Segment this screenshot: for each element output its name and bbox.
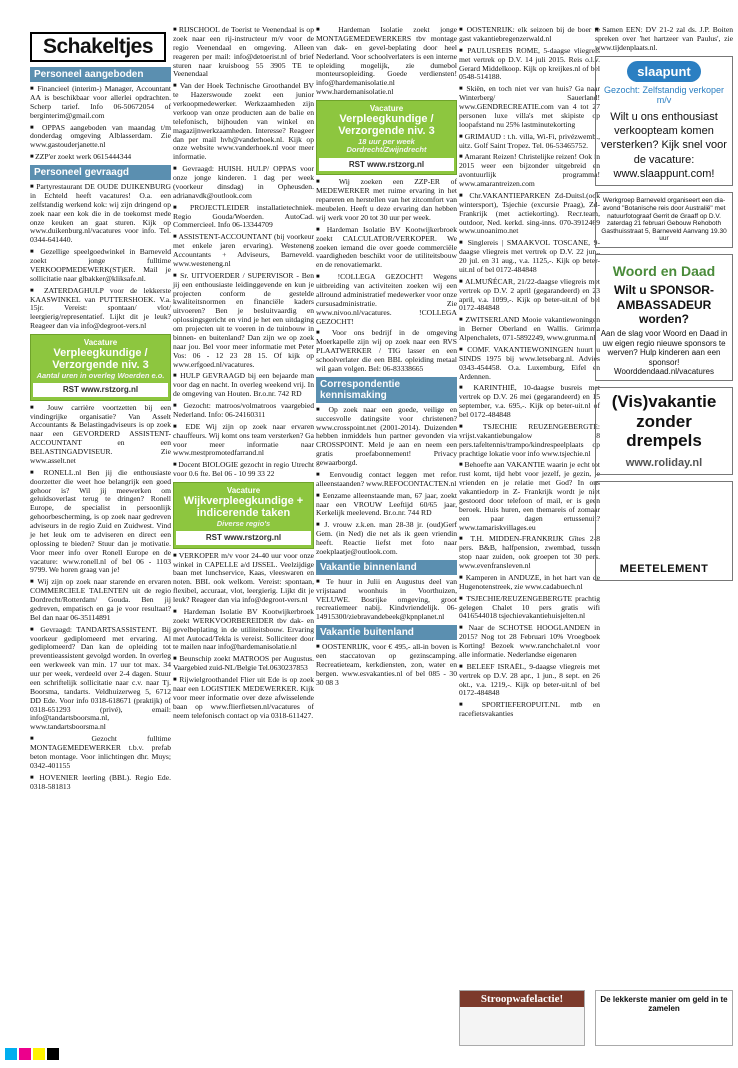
- rst-logo: RST www.rstzorg.nl: [319, 158, 454, 171]
- promo-heading: Verpleegkundige / Verzorgende niv. 3: [338, 113, 435, 138]
- classified-ad: ■ Naar de SCHOTSE HOOGLANDEN in 2015? Nog tot 28 Februari 10% Vroegboek Korting! Bezoek www.ranchchalet.nl voor alle informatie. Nederlandse eigenaren: [459, 624, 600, 660]
- color-registration-strip: [5, 1048, 59, 1060]
- classified-ad: ■ TSJECHIE/REUZENGEBERGTE prachtig gelegen Chalet 10 pers gratis wifi 0416544018 tsjechievakantiehuisjelten.nl: [459, 595, 600, 622]
- classified-ad: ■ COMF. VAKANTIEWONINGEN huurt u SINDS 1975 bij www.letsebarg.nl. Advies 0343-454458. O.a. Luxemburg, Eifel en Ardennen.: [459, 346, 600, 382]
- promo-verpleegkundige-woerden[interactable]: [30, 334, 171, 401]
- promo-verpleegkundige-dordrecht[interactable]: [316, 100, 457, 175]
- classified-ad: ■ TSJECHIE REUZENGEBERGTE: vrijst.vakantiebungalow 8 pers.tafeltennis/trampo/kindrespeelplaats op prachtige lokatie voor info www.tsjechie.nl: [459, 423, 600, 459]
- classified-ad: ■ ASSISTENT-ACCOUNTANT (bij voorkeur met enkele jaren ervaring). Westeneng Accountants + Adviseurs, Barneveld. www.westeneng.nl: [173, 233, 314, 269]
- classified-ad: ■ Partyrestaurant DE OUDE DUIKENBURG in Echteld heeft vacatures! O.a. een zelfstandig werkend kok: wij zijn dringend op zoek naar een kok die in de toekomst mede onze keuken an gaat sturen. Kijk op www.duikenburg.nl/vacatures voor info. Tel. 0344-641440.: [30, 183, 171, 245]
- classified-ad: ■ Hardeman Isolatie zoekt jonge MONTAGEMEDEWERKERS tbv montage van dak- en gevel-beplating door heel Nederland. Voor schoolverlaters is een interne opleiding mogelijk, zie dumebol monteursopleiding. Goede verdiensten! info@hardemanisolatie.nl www.hardemanisolatie.nl: [316, 26, 457, 97]
- classified-ad: ■ VERKOPER m/v voor 24-40 uur voor onze winkel in CAPELLE a/d IJSSEL. Veelzijdige baan met lunchservice, Kaas, vleeswaren en noten. BBL ook welkom. Vereist: spontaan, flexibel, accuraat, vlot, leergierig. Lijkt dit je leuk? Reageer dan via info@degroot-vers.nl: [173, 552, 314, 605]
- section-heading-correspondentie: Correspondentie kennismaking: [316, 377, 457, 403]
- sponsor-heading: Wilt u SPONSOR-AMBASSADEUR worden?: [614, 283, 714, 327]
- classified-ad: ■ Behoefte aan VAKANTIE waarin je echt tot rust komt, tijd hebt voor jezelf, je gezin, je vrienden en je relatie met God? In ons vakantiedorp in Z- Frankrijk wordt je niet gestoord door telefoon of mail, er is geen beroek. Huis huren, een themareis of zomaar een paar dagen ertussenuit? www.tamariskvillages.eu: [459, 461, 600, 532]
- classified-ad: ■ J. vrouw z.k.en. man 28-38 jr. (oud)Gerf Gem. (in Ned) die net als ik geen vriendin heeft. Reactie liefst met foto naar zoekplaatje@outlook.com.: [316, 521, 457, 557]
- classified-ad: ■ Gezocht fulltime MONTAGEMEDEWERKER t.b.v. prefab beton montage. Voor inlichtingen dhr. Muys; 0342-401155: [30, 735, 171, 771]
- classified-ad: ■ Financieel (interim-) Manager, Accountant AA is beschikbaar voor allerlei opdrachten. Scherp tarief. Info 06-50672054 of berginterim@gmail.com: [30, 85, 171, 121]
- classified-ad: ■ OPPAS aangeboden van maandag t/m donderdag omgeving Alblasserdam. Zie www.gastouderjanette.nl: [30, 124, 171, 151]
- classified-ad: ■ Singlereis | SMAAKVOL TOSCANE, 9-daagse vliegreis met vertrek op D.V. 22 jun., 20 jul. en 31 aug., v.a. 1125,-. Kijk op beter-uit.nl of bel 0172-484848: [459, 239, 600, 275]
- classified-ad: ■ Samen EEN: DV 21-2 zal ds. J.P. Boiten spreken over 'het hartzeer van Paulus', zie www.tijdenplaats.nl.: [595, 26, 733, 53]
- section-heading-buitenland: Vakantie buitenland: [316, 625, 457, 640]
- classified-ad: ■ KARINTHIË, 10-daagse busreis met vertrek op D.V. 26 mei (gegarandeerd) en 15 september, v.a. 695,-. Kijk op beter-uit.nl of bel 0172-484848: [459, 384, 600, 420]
- stroopwafel-heading: Stroopwafelactie!: [460, 991, 584, 1007]
- woord-text: Aan de slag voor Woord en Daad in uw eigen regio nieuwe sponsors te werven? Hulp kinderen aan een sponsor! Woorddendaad.nl/vacatures: [600, 329, 728, 376]
- classified-ad: ■ Kamperen in ANDUZE, in het hart van de Hugenotenstreek, zie www.cadabuech.nl: [459, 574, 600, 592]
- classified-ad: ■ Amarant Reizen! Christelijke reizen! Ook in 2015 weer een bijzonder uitgebreid en avontuurlijk programma! www.amarantreizen.com: [459, 153, 600, 189]
- classified-ad: ■ Rijwielgroothandel Flier uit Ede is op zoek naar een LOGISTIEK MEDEWERKER. Kijk voor meer informatie over deze afwisselende baan op www.flierfietsen.nl/vacatures of neem telefonisch contact op via 0318-611427.: [173, 676, 314, 720]
- column-5: [595, 26, 733, 587]
- vis-line-2: zonder: [636, 411, 692, 431]
- classified-ad: ■ SPORTIEFEROPUIT.NL mtb en racefietsvakanties: [459, 701, 600, 719]
- promo-details: Diverse regio's: [216, 518, 271, 528]
- promo-heading: Wijkverpleegkundige + indicerende taken: [183, 495, 304, 520]
- classified-ad: ■ Eenzame alleenstaande man, 67 jaar, zoekt naar een VROUW Leeftijd 60/65 jaar, Kerkelijk meelevend. Br.o.nr. 744 RD: [316, 492, 457, 519]
- slaappunt-ad[interactable]: [595, 56, 733, 187]
- classified-ad: ■ Eenvoudig contact leggen met refor. alleenstaanden? www.REFOCONTACTEN.nl: [316, 471, 457, 489]
- classified-ad: ■ Gezocht: matroos/volmatroos vaargebied Nederland. Info: 06-24160311: [173, 402, 314, 420]
- section-heading-gevraagd: Personeel gevraagd: [30, 165, 171, 180]
- meetelement-label: MEETELEMENT: [619, 562, 709, 575]
- classified-ad: ■ Beunschip zoekt MATROOS per Augustus. Vaargebied zuid-NL/Belgie Tel.0630237853: [173, 655, 314, 673]
- stroopwafel-ad[interactable]: [459, 990, 585, 1046]
- classified-ad: ■ Van der Hoek Technische Groothandel BV te Hazerswoude zoekt een junior verkoopmedewerker. Werkzaamheden zijn verkoop van onze producten aan de balie en telefonisch, bijhouden van winkel en magazijnwerkzaamheden. Interesse? Reageer dan per mail hvh@vanderhoek.nl. Kijk op onze website www.vanderhoek.nl voor meer informatie.: [173, 82, 314, 162]
- slaappunt-logo: slaapunt: [627, 61, 700, 82]
- classified-ad: ■ RIJSCHOOL de Toerist te Veenendaal is op zoek naar een rij-instructeur m/v voor de regio Veenendaal en omgeving. Alleen reageren per mail: info@detoerist.nl of brief sturen naar kruisboog 55 3905 TE te Veenendaal: [173, 26, 314, 79]
- classified-ad: ■ OOSTENRIJK, voor € 495,- all-in boven is een staccatovan op gezinscamping. Recreatieteam, kerkdiensten, zon, water en bergen. www.esvakanties.nl of bel 085 - 30 30 08 3: [316, 643, 457, 687]
- page-title-box: [30, 32, 166, 62]
- classified-ad: ■ Chr.VAKANTIEPARKEN Zd-Duitsl.(ook wintersport), Tsjechie (excursie Praag), Zd-Frankrijk (met actiekorting). Recr.team, outdoor, Ned. kerkd. sing-inns. 070-3912469 www.unoanimo.net: [459, 192, 600, 236]
- meetelement-ad: [595, 481, 733, 581]
- classified-ad: ■ PROJECTLEIDER installatietechniek. Regio Gouda/Woerden. AutoCad. Commercieel. Info 06-13344709: [173, 204, 314, 231]
- classified-ad: ■ Hardeman Isolatie BV Kootwijkerbroek zoekt CALCULATOR/VERKOPER. We zoeken iemand die over goede commerciële vaardigheden beschikt voor de utiliteitsbouw en de renovatiemarkt.: [316, 226, 457, 270]
- promo-label: Vacature: [83, 338, 118, 347]
- classified-ad: ■ T.H. MIDDEN-FRANKRIJK Gîtes 2-8 pers. B&B, halfpension, zwembad, tussen stop naar zuiden, ook groepen tot 30 pers. www.evenfransleven.nl: [459, 535, 600, 571]
- woord-en-daad-ad[interactable]: [595, 254, 733, 381]
- vis-line-3: drempels: [626, 431, 702, 451]
- classified-ad: ■ !COLLEGA GEZOCHT! Wegens uitbreiding van activiteiten zoeken wij een allround administratief medewerker voor onze cursusadministratie. Zie www.nivoo.nl/vacatures. !COLLEGA GEZOCHT!: [316, 273, 457, 326]
- lekker-ad: [595, 990, 733, 1046]
- werkgroep-text: Werkgroep Barneveld organiseert een dia-avond "Botanische reis door Australië" met natuurfotograaf Gerrit de Graaff op D.V. zaterdag 21 februari Gebouw Rehoboth Gasthuisstraat 5, Barneveld Aanvang 19.30 uur: [601, 197, 727, 243]
- page-title: Schakeltjes: [42, 35, 154, 58]
- classified-ad: ■ Docent BIOLOGIE gezocht in regio Utrecht voor 0.6 fte. Bel 06 - 10 99 33 22: [173, 461, 314, 479]
- section-heading-binnenland: Vakantie binnenland: [316, 560, 457, 575]
- classified-ad: ■ EDE Wij zijn op zoek naar ervaren chauffeurs. Wij komt ons team versterken? Ga voor meer informatie naar www.mestpromotedfarrand.nl: [173, 423, 314, 459]
- classified-ad: ■ Gevraagd: HUISH. HULP/ OPPAS voor onze jonge kinderen. 1 dag per week (voorkeur dinsdag) in Opheusden. adrianavdk@outlook.com: [173, 165, 314, 201]
- classified-ad: ■ ZWITSERLAND Mooie vakantiewoningen in Berner Oberland en Wallis. Grimma Alpenchalets, 071-5892249, www.grunma.nl: [459, 316, 600, 343]
- column-4: [459, 26, 600, 722]
- promo-label: Vacature: [226, 486, 261, 495]
- classified-ad: ■ ALMUÑÉCAR, 21/22-daagse vliegreis met vertrek op D.V. 2 april (gegarandeerd) en 23 april, v.a. 1099,-. Kijk op beter-uit.nl of bel 0172-484848: [459, 278, 600, 314]
- promo-label: Vacature: [369, 104, 404, 113]
- classified-ad: ■ Op zoek naar een goede, veilige en succesvolle datingsite voor christenen? www.crosspoint.net (2001-2014). Duizenden hebben inmiddels hun partner gevonden via CROSSPOINT. Meld je aan en neem een gratis proefabonnement! Privacy gewaarborgd.: [316, 406, 457, 468]
- classified-ad: ■ HULP GEVRAAGD bij een bejaarde man voor dag en nacht. In overleg weekend vrij. In de omgeving van Houten. Br.o.nr. 742 RD: [173, 372, 314, 399]
- promo-wijkverpleegkundige[interactable]: [173, 482, 314, 549]
- classified-ad: ■ OOSTENRIJK: elk seizoen bij de boer te gast vakantiebregenzerwald.nl: [459, 26, 600, 44]
- rst-logo: RST www.rstzorg.nl: [33, 383, 168, 396]
- classified-ad: ■ GRIMAUD : t.h. villa, Wi-Fi, privézwemb., uitz. Golf Saint Tropez. Tel. 06-53465752.: [459, 133, 600, 151]
- classified-ad: ■ Skiën, en toch niet ver van huis? Ga naar Winterberg/ Sauerland! www.GENDRECREATIE.com van 4 tot 27 personen luxe villa's met skipiste op loopafstand nu 25% lastminutekorting: [459, 85, 600, 129]
- classified-ad: ■ ZATERDAGHULP voor de lekkerste KAASWINKEL van PUTTERSHOEK. V.a. 15jr. Vereist: spontaan/ vlot/ leergierig/representatief. Lijkt dit je leuk? Reageer dan via info@degroot-vers.nl: [30, 287, 171, 331]
- classified-ad: ■ Te huur in Julii en Augustus deel van vrijstaand woonhuis in Voorthuizen, VELUWE. Bosrijke omgeving, groot recreatiemeer nabij. Kindvriendelijk. 06-14915300/ziebravandebeek@kpnplanet.nl: [316, 578, 457, 622]
- lekker-text: De lekkerste manier om geld in te zamelen: [600, 995, 728, 1013]
- classified-ad: ■ Gevraagd: TANDARTSASSISTENT. Bij voorkeur gediplomeerd met ervaring. Al gediplomeerd? Dan kan de opleiding tot preventieassistent gevolgd worden. In overleg een werkweek van min. 17 uur tot max. 34 uur per week, verdeeld over 2-4 dagen. Stuur een schriftelijk sollicitatie naar c.v. naar Tj. Boorsma, tandarts. Veldhuizerweg 5, 6712 DD Ede. Voor info 0318-618671 (praktijk) of 0318-651293 (privé), email: info@tandartsboorsma.nl, www.tandartsboorsma.nl: [30, 626, 171, 733]
- classified-ad: ■ Hardeman Isolatie BV Kootwijkerbroek zoekt WERKVOORBEREIDER tbv dak- en gevelbeplating in de utiliteitsbouw. Ervaring met Autocad/Tekla is vereist. Solliciteer door te mailen naar info@hardemanisolatie.nl: [173, 608, 314, 652]
- promo-details: Aantal uren in overleg Woerden e.o.: [36, 370, 165, 380]
- rst-logo: RST www.rstzorg.nl: [176, 531, 311, 544]
- classified-ad: ■ Sr. UITVOERDER / SUPERVISOR - Ben jij een enthousiaste leidinggevende en kun je projecten conform de gestelde kwaliteitsnormen en financiële kaders uitvoeren? Ben je besluitvaardig en oplossingsgericht en vind je het een uitdaging om projecten uit te voeren in de tuinbouw in binnen- en buitenland? Dan zijn we op zoek naar jou. Bel voor meer informatie met Peter Vos: 06 - 12 23 28 15. Of kijk op www.erfgoed.nl/vacatures.: [173, 272, 314, 370]
- column-3: [316, 26, 457, 691]
- promo-details: 18 uur per week Dordrecht/Zwijndrecht: [346, 136, 427, 155]
- vis-vakantie-ad[interactable]: [595, 387, 733, 475]
- classified-ad: ■ Gezellige speelgoedwinkel in Barneveld zoekt jonge fulltime VERKOOPMEDEWERK(ST)ER. Mail je sollicitatie naar glbakker@kliksafe.nl.: [30, 248, 171, 284]
- promo-heading: Verpleegkundige / Verzorgende niv. 3: [52, 347, 149, 372]
- section-heading-aangeboden: Personeel aangeboden: [30, 67, 171, 82]
- column-2: [173, 26, 314, 723]
- slaappunt-text: Wilt u ons enthousiast verkoopteam komen versterken? Kijk snel voor de vacature: www.slaappunt.com!: [601, 110, 727, 181]
- woord-en-daad-logo: Woord en Daad: [612, 262, 716, 279]
- roliday-url: www.roliday.nl: [625, 456, 703, 469]
- classified-ad: ■ ZZP'er zoekt werk 0615444344: [30, 153, 171, 162]
- classified-ad: ■ Wij zoeken een ZZP-ER of MEDEWERKER met ruime ervaring in het repareren en herstellen van het zitcomfort van meubelen. Heeft u deze ervaring dan hebben wij werk voor 20 tot 30 uur per week.: [316, 178, 457, 222]
- classified-ad: ■ Jouw carrière voortzetten bij een vindingrijke organisatie? Van Asselt Accountants & Belastingadviseurs is op zoek naar een GEVORDERD ASSISTENT-ACCOUNTANT en een BELASTINGADVISEUR. Zie www.asselt.net: [30, 404, 171, 466]
- classified-ad: ■ Wij zijn op zoek naar starende en ervaren COMMERCIELE TALENTEN uit de regio Dordrecht/Rotterdam/ Gouda. Ben jij gedreven, empatisch en ga je voor resultaat? Bel dan naar 06-35114891: [30, 578, 171, 622]
- column-1: [30, 64, 171, 794]
- vis-line-1: (Vis)vakantie: [611, 392, 717, 412]
- classified-ad: ■ PAULUSREIS ROME, 5-daagse vliegreis met vertrek op D.V. 14 juli 2015. Reis o.l.v. Gerard Middelkoop. Kijk op kreijkes.nl of bel 0548-514188.: [459, 47, 600, 83]
- werkgroep-ad: [595, 192, 733, 248]
- classified-ad: ■ BELEEF ISRAËL, 9-daagse vliegreis met vertrek op D.V. 28 apr., 1 jun., 8 sept. en 26 okt., v.a. 1219,-. Kijk op beter-uit.nl of bel 0172-484848: [459, 663, 600, 699]
- classified-ad: ■ HOVENIER leerling (BBL). Regio Ede. 0318-581813: [30, 774, 171, 792]
- classified-ad: ■ Voor ons bedrijf in de omgeving Moerkapelle zijn wij op zoek naar een RVS PLAATWERKER / TIG lasser en een schoolverlater die een BBL opleiding metaal wil gaan volgen. Bel: 06-83338665: [316, 329, 457, 373]
- slaappunt-subtitle: Gezocht: Zelfstandig verkoper m/v: [603, 84, 725, 106]
- classified-ad: ■ RONELL.nl Ben jij die enthousiaste doorzetter die weet hoe belangrijk een goed gehoor is? Wil jij meewerken om geluidsoverlast terug te dringen? Ronell Europe, de specialist in persoonlijk gehoorbescherming, is op zoek naar gedreven adviseurs in de regio Zuid en Zuidwest. Vind je het leuk om te adviseren en direct een oplossing te bieden? Stuur dan je motivatie. Voor meer info over Ronell Europe en de vacature: www.ronell.nl of bel 06 - 1103 9799. We horen graag van je!: [30, 469, 171, 576]
